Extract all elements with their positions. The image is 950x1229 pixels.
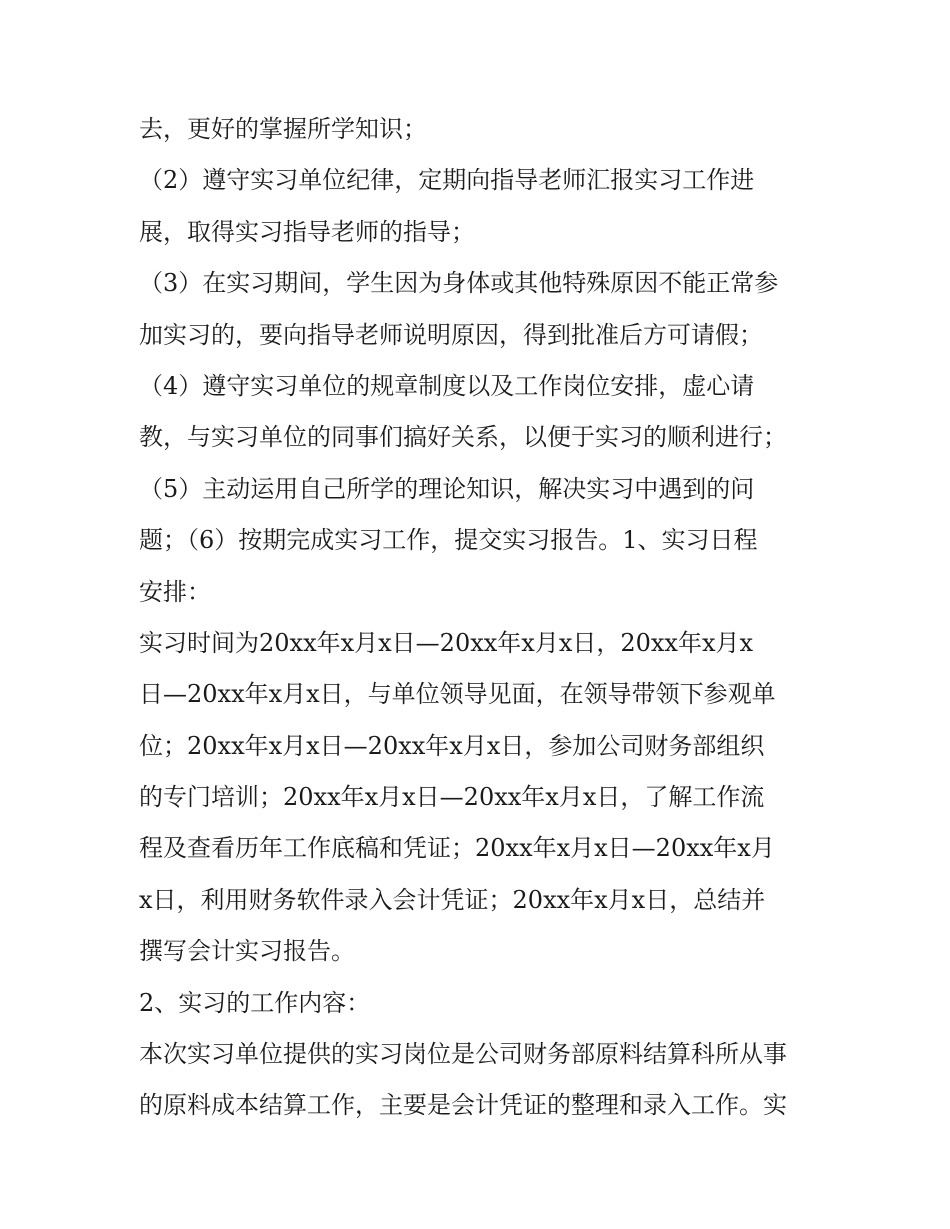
text-line: 的专门培训；20xx年x月x日—20xx年x月x日，了解工作流 bbox=[139, 783, 765, 812]
text-line: 安排： bbox=[139, 577, 211, 606]
text-line: 程及查看历年工作底稿和凭证；20xx年x月x日—20xx年x月 bbox=[139, 834, 775, 863]
text-line: 日—20xx年x月x日，与单位领导见面，在领导带领下参观单 bbox=[139, 680, 776, 709]
document-body bbox=[139, 104, 819, 1132]
text-line: 加实习的，要向指导老师说明原因，得到批准后方可请假； bbox=[139, 320, 763, 349]
text-line: （5）主动运用自己所学的理论知识，解决实习中遇到的问 bbox=[139, 474, 755, 503]
text-line: 去，更好的掌握所学知识； bbox=[139, 115, 427, 143]
text-line: 的原料成本结算工作，主要是会计凭证的整理和录入工作。实 bbox=[139, 1091, 787, 1120]
text-line: 2、实习的工作内容： bbox=[139, 988, 371, 1017]
text-line: 展，取得实习指导老师的指导； bbox=[139, 217, 475, 246]
text-line: 教，与实习单位的同事们搞好关系，以便于实习的顺利进行； bbox=[139, 423, 787, 452]
text-line: （2）遵守实习单位纪律，定期向指导老师汇报实习工作进 bbox=[139, 166, 755, 195]
text-line: 位；20xx年x月x日—20xx年x月x日，参加公司财务部组织 bbox=[139, 731, 765, 760]
text-line: 本次实习单位提供的实习岗位是公司财务部原料结算科所从事 bbox=[139, 1040, 787, 1069]
text-line: x日，利用财务软件录入会计凭证；20xx年x月x日，总结并 bbox=[139, 885, 766, 914]
text-line: 实习时间为20xx年x月x日—20xx年x月x日，20xx年x月x bbox=[139, 628, 754, 657]
text-line: 撰写会计实习报告。 bbox=[139, 937, 355, 966]
text-line: （3）在实习期间，学生因为身体或其他特殊原因不能正常参 bbox=[139, 269, 779, 298]
text-line: （4）遵守实习单位的规章制度以及工作岗位安排，虚心请 bbox=[139, 371, 755, 400]
text-line: 题；（6）按期完成实习工作，提交实习报告。1、实习日程 bbox=[139, 526, 758, 555]
